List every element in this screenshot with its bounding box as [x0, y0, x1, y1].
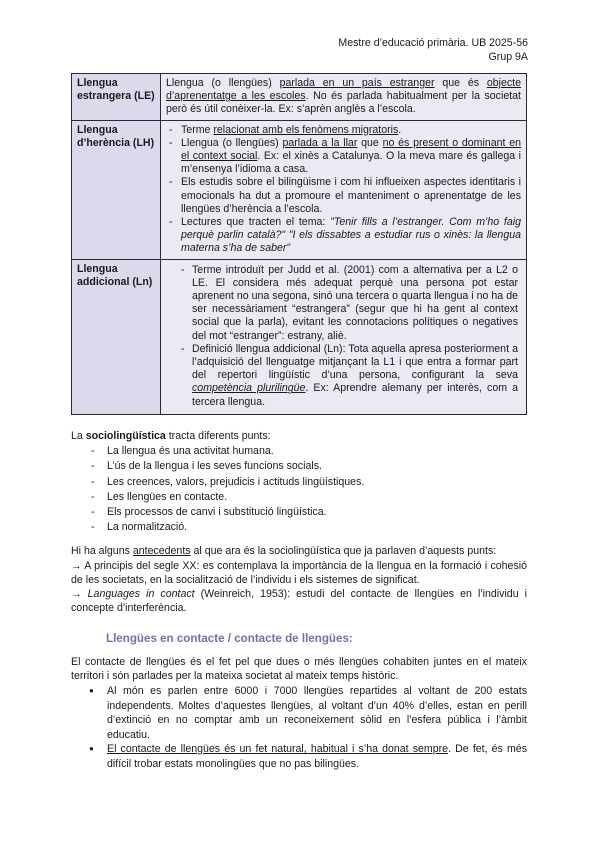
list-item [166, 137, 521, 177]
table-row-lh [72, 120, 527, 259]
text: Llengua (o llengües) [166, 77, 280, 89]
list-item: - La normalització. [71, 521, 527, 534]
underlined-text: parlada a la llar [282, 136, 358, 149]
contact-list [71, 684, 527, 771]
definition-lh [161, 120, 527, 259]
contact-section [71, 655, 527, 771]
list-item [166, 343, 518, 409]
text: . No és parlada habitualment per la societat però és útil conèixer-la. Ex: s’aprèn anglès a l’escola. [166, 90, 521, 116]
sociolinguistics-list [71, 445, 527, 534]
list-item: - L’ús de la llengua i les seves funcions socials. [71, 460, 527, 473]
underlined-text: relacionat amb els fenòmens migratoris [213, 123, 399, 136]
text: . Ex: el xinès a Catalunya. O la meva mare és gallega i m’ensenya l’idioma a casa. [181, 150, 521, 176]
list-item: - La llengua és una activitat humana. [71, 445, 527, 458]
italic-text: "Tenir fills a l’estranger. Com m’ho faig perquè parlin català?" "I els dissabtes a estudiar rus o xinès: la llengua materna s’ha de saber" [181, 216, 521, 255]
table-row-le [72, 74, 527, 121]
text: tracta diferents punts: [165, 430, 271, 442]
antecedent-point-2 [71, 587, 527, 615]
italic-text: Languages in contact [87, 588, 195, 601]
italic-underlined-text: competència plurilingüe [192, 382, 306, 395]
header-course: Mestre d’educació primària. UB 2025-56 [338, 37, 528, 49]
text: (Weinreich, 1953): estudi del contacte de llengües en l’individu i concepte d’interferència. [71, 588, 527, 615]
antecedents-intro [71, 545, 527, 558]
text: La [71, 430, 86, 442]
list-item: - Els estudis sobre el bilingüisme i com hi influeixen aspectes identitaris i emocionals ha dut a promoure el manteniment o aprenentatge de les llengües d’herència a l’escola. [166, 176, 521, 216]
underlined-text: antecedents [132, 545, 191, 557]
text: . Ex: Aprendre alemany per interès, com a tercera llengua. [192, 382, 518, 408]
list-item: - Terme introduït per Judd et al. (2001) com a alternativa per a L2 o LE. El considera més adequat perquè una persona pot estar aprenent no una segona, sinó una tercera o quarta llengua i no ha de ser necessàriament “estrangera” (segur que hi ha gent al context social que la parla), evitant les connotacions polítiques o negatives del mot “estranger”: estrany, aliè. [166, 264, 518, 343]
term-ln: Llengua addicional (Ln) [72, 259, 161, 414]
underlined-text: parlada en un país estranger [279, 77, 435, 89]
table-row-ln [72, 259, 527, 414]
list-item: - Les creences, valors, prejudicis i actituds lingüístiques. [71, 476, 527, 489]
header-group: Grup 9A [488, 51, 528, 63]
list-item: ● Al món es parlen entre 6000 i 7000 llengües repartides al voltant de 200 estats independents. Moltes d’aquestes llengües, al voltant d’un 40% d’elles, estan en perill d’extinció en no comptar amb un reconeixement sòlid en l’esfera pública i l’àmbit educatiu. [71, 684, 527, 742]
contact-paragraph: El contacte de llengües és el fet pel que dues o més llengües cohabiten juntes en el mateix territori i són parlades per la mateixa societat al mateix temps històric. [71, 656, 527, 682]
term-lh: Llengua d’herència (LH) [72, 120, 161, 259]
text: Definició llengua addicional (Ln): Tota aquella apresa posteriorment a l’adquisició del llenguatge mitjançant la L1 i que entra a formar part del repertori lingüístic d’una persona, configurant la seva [192, 342, 518, 382]
text: que és [434, 77, 487, 89]
list-item [166, 216, 521, 256]
sociolinguistics-intro [71, 430, 527, 443]
bold-term: sociolingüística [85, 430, 166, 442]
list-item: - Les llengües en contacte. [71, 491, 527, 504]
text: Terme [181, 123, 214, 136]
ln-list [166, 264, 518, 409]
definitions-table [71, 73, 527, 415]
list-item [166, 124, 521, 137]
antecedents-section [71, 545, 527, 615]
text: Lectures que tracten el tema: [181, 216, 331, 229]
page-header [338, 36, 528, 64]
text: al que ara és la sociolingüística que ja parlaven d’aquests punts: [190, 545, 497, 557]
definition-ln [161, 259, 527, 414]
antecedent-point-1: → A principis del segle XX: es contemplava la importància de la llengua en la formació i cohesió de les societats, en la socialització de l’individu i els sistemes de significat. [71, 560, 527, 587]
term-le: Llengua estrangera (LE) [72, 74, 161, 121]
lh-list [166, 124, 521, 256]
underlined-text: El contacte de llengües és un fet natural, habitual i s’ha donat sempre [107, 743, 449, 755]
definition-le [161, 74, 527, 121]
text: Llengua (o llengües) [181, 136, 283, 149]
section-heading: Llengües en contacte / contacte de llengües: [106, 632, 353, 645]
text: . De fet, és més difícil trobar estats monolingües que no pas bilingües. [107, 743, 527, 770]
arrow-icon: → [71, 588, 88, 601]
underlined-text: objecte d’aprenentatge a les escoles [166, 77, 521, 103]
text: que [357, 136, 383, 149]
text: . [398, 123, 402, 136]
list-item [71, 742, 527, 771]
text: Hi ha alguns [71, 545, 133, 557]
underlined-text: no és present o dominant en el context social [181, 136, 521, 163]
sociolinguistics-section [71, 430, 527, 534]
list-item: - Els processos de canvi i substitució lingüística. [71, 506, 527, 519]
